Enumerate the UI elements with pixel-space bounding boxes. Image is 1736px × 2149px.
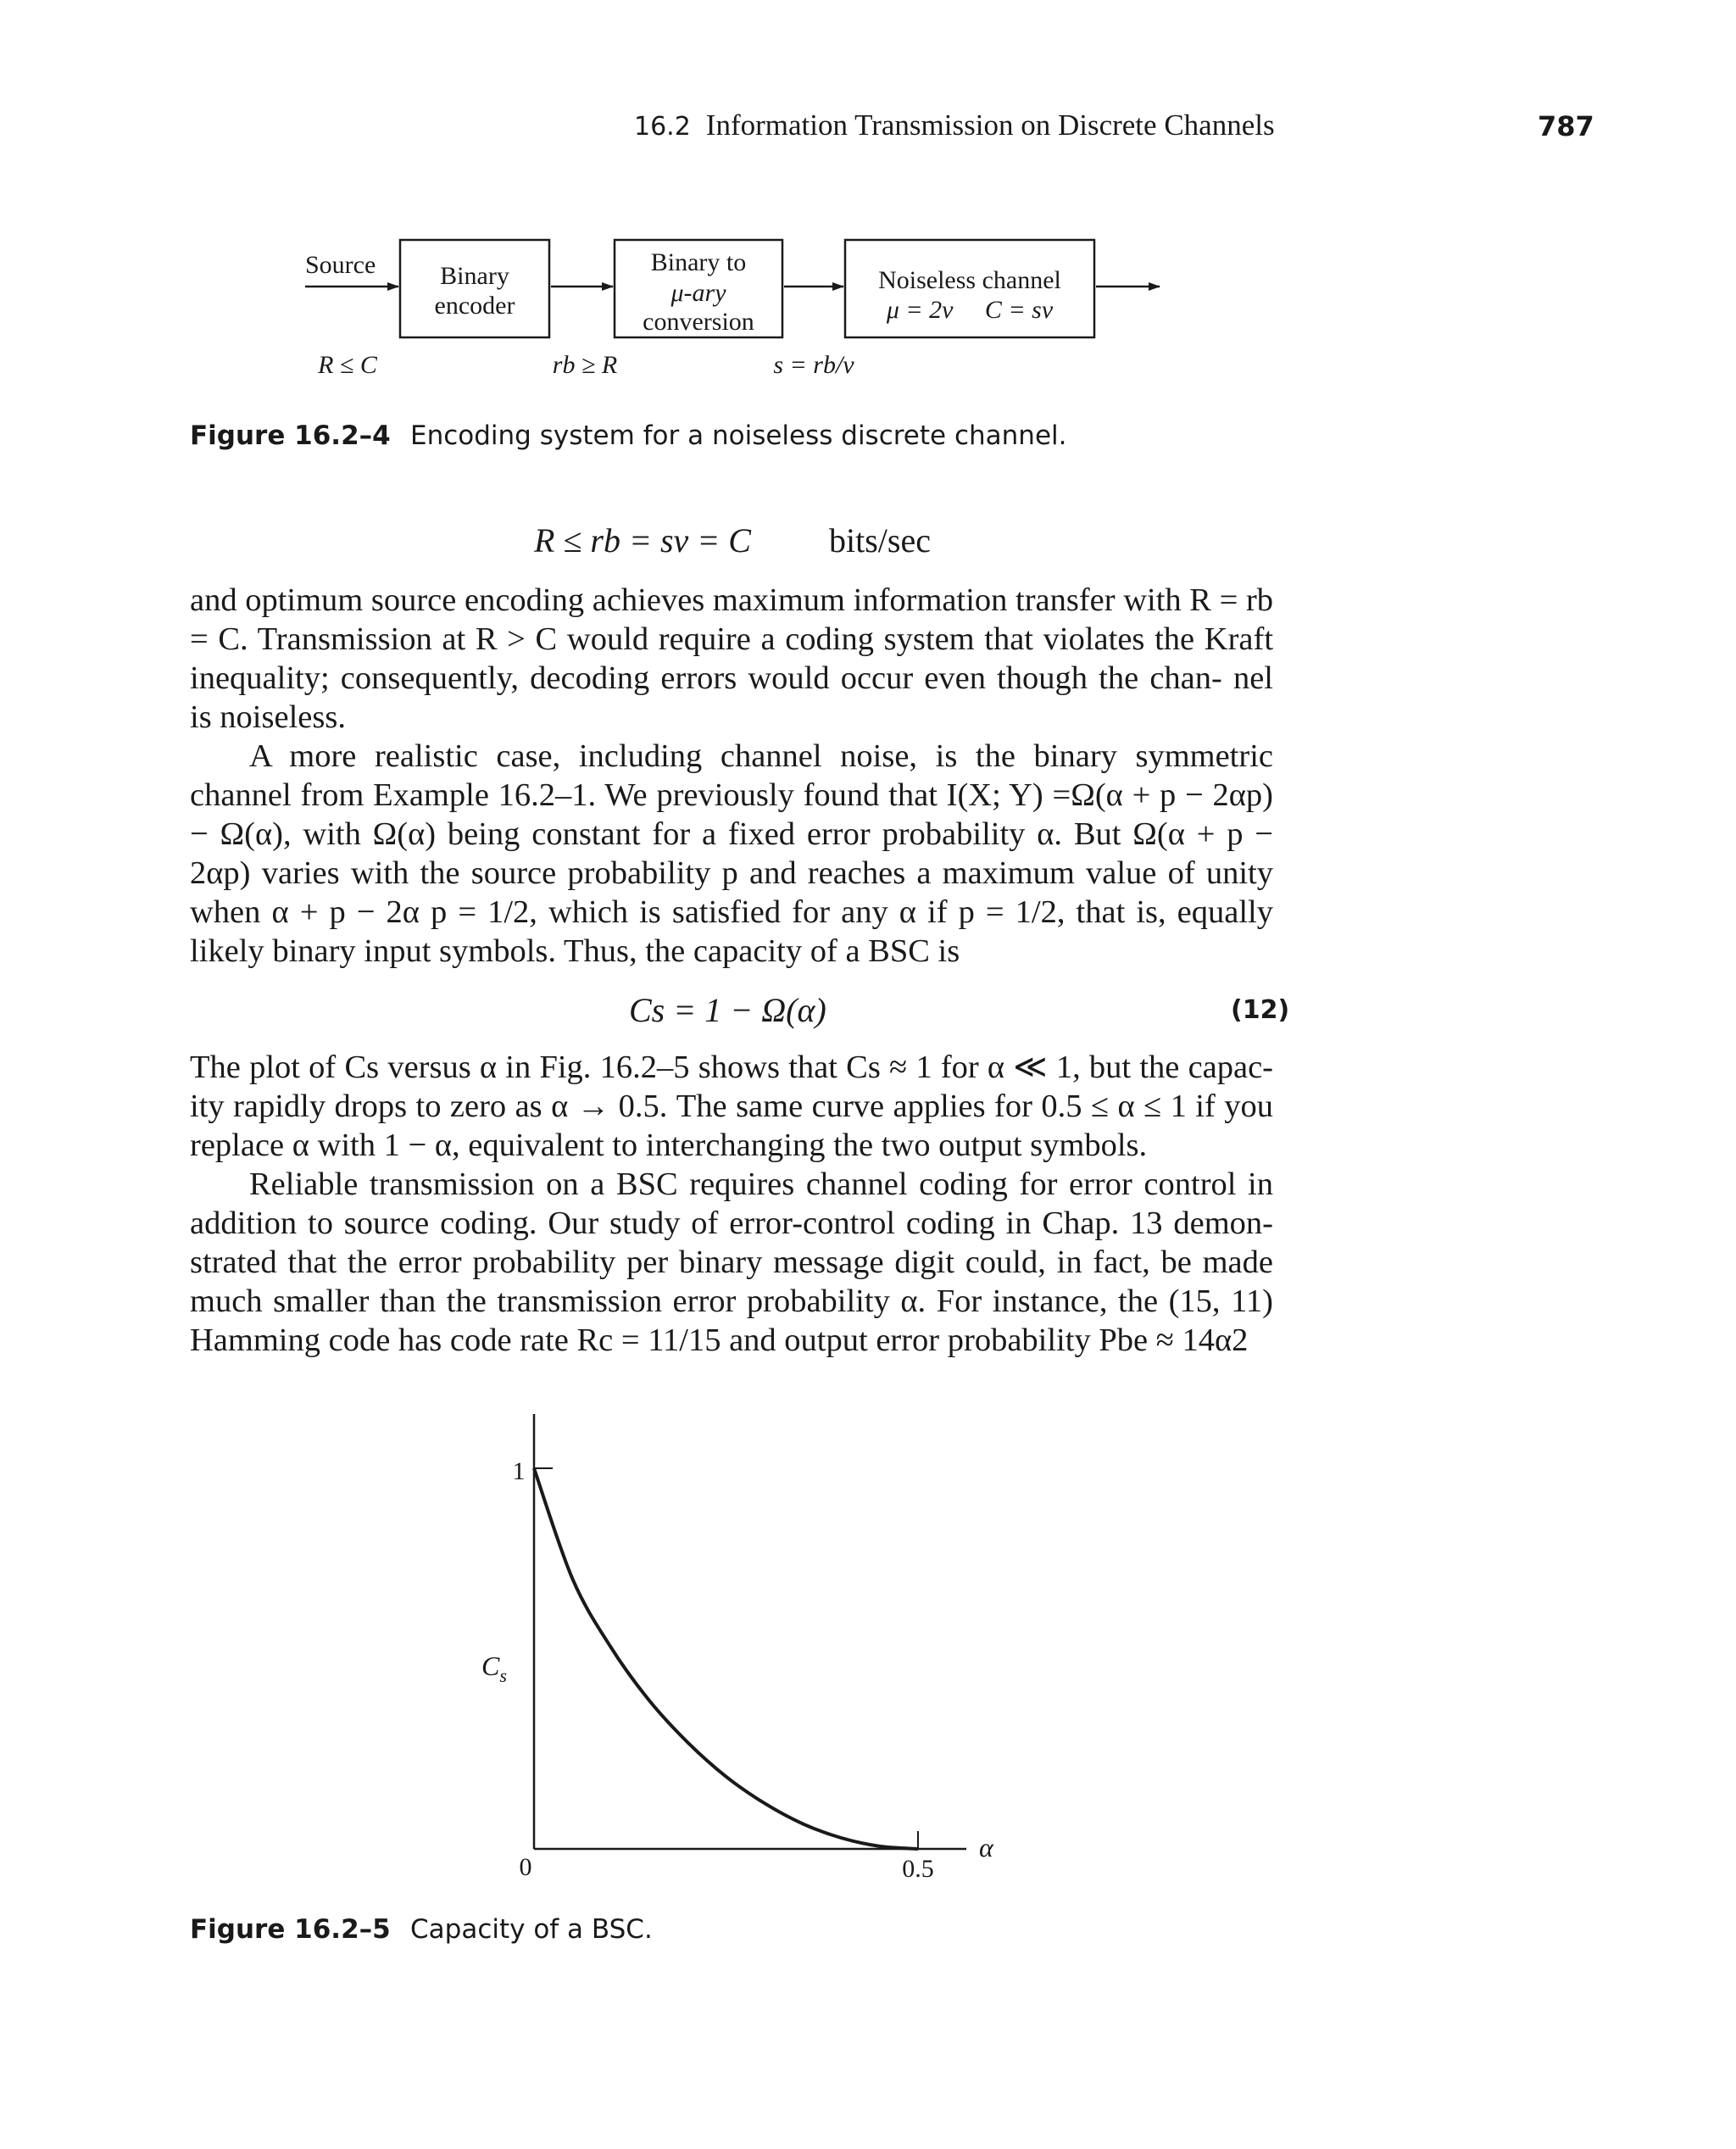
paragraph (190, 1165, 1273, 1360)
figure-label: Figure 16.2–4 (190, 420, 391, 451)
text-line: strated that the error probability per binary message digit could, in fact, be made (190, 1244, 1273, 1280)
paragraph (190, 1048, 1273, 1165)
figure-caption-text: Encoding system for a noiseless discrete channel. (410, 420, 1067, 451)
text-line: varies with the source probability p and reaches a maximum value of unity when (190, 855, 1273, 930)
conversion-label-1: Binary to (650, 248, 747, 276)
rate-condition: R ≤ C (318, 351, 377, 379)
text-line: addition to source coding. Our study of error-control coding in Chap. 13 demon- (190, 1205, 1273, 1241)
x-axis-label: α (979, 1832, 993, 1862)
capacity-equation-text: Cs = 1 − Ω(α) (629, 991, 826, 1029)
figure-caption-16-2-5 (190, 1914, 391, 1945)
text-line: The plot of Cs versus α in Fig. 16.2–5 shows that Cs ≈ 1 for α ≪ 1, but the capac- (190, 1049, 1273, 1085)
equation-number: (12) (1231, 995, 1290, 1025)
text-line: replace α with 1 − α, equivalent to interchanging the two output symbols. (190, 1127, 1148, 1163)
capacity-equation (629, 990, 826, 1030)
text-line: and optimum source encoding achieves maximum information transfer with (190, 582, 1182, 618)
section-number: 16.2 (634, 112, 691, 142)
section-title: Information Transmission on Discrete Channels (705, 109, 1275, 142)
paragraph (190, 737, 1273, 971)
figure-caption-16-2-4 (190, 420, 391, 451)
text-line: Kraft inequality; consequently, decoding errors would occur even though the chan- (190, 621, 1274, 696)
source-label: Source (305, 251, 376, 279)
figure-label: Figure 16.2–5 (190, 1914, 391, 1945)
text-line: nel is noiseless. (190, 660, 1274, 735)
text-line: R = rb = C. Transmission at R > C would require a coding system that violates the (190, 582, 1274, 657)
channel-label-1: Noiseless channel (878, 266, 1061, 294)
conversion-label-2: μ-ary (670, 279, 726, 307)
text-line: A more realistic case, including channel noise, is the binary symmetric channel (190, 738, 1273, 813)
binary-encoder-label-2: encoder (434, 292, 515, 320)
body-text-continued (190, 1048, 1273, 1360)
y-axis-label: $C_s$ (481, 1651, 507, 1686)
text-line: much smaller than the transmission error probability α. For instance, the (15, 11) (190, 1283, 1273, 1319)
symbol-rate-condition: s = rb/ν (773, 351, 854, 379)
text-line: with Ω(α) being constant for a fixed error probability α. But Ω(α + p − 2αp) (190, 816, 1273, 891)
text-line: binary input symbols. Thus, the capacity of a BSC is (272, 933, 960, 969)
text-line: Hamming code has code rate Rc = 11/15 and output error probability Pbe ≈ 14α2 (190, 1322, 1249, 1358)
capacity-curve (534, 1468, 918, 1849)
figure-caption-text: Capacity of a BSC. (410, 1914, 653, 1945)
paragraph (190, 581, 1273, 737)
text-line: ity rapidly drops to zero as α → 0.5. The same curve applies for 0.5 ≤ α ≤ 1 if you (190, 1088, 1273, 1124)
binary-encoder-label-1: Binary (440, 262, 509, 290)
text-line: α + p − 2α p = 1/2, which is satisfied for any α if p = 1/2, that is, equally likely (190, 894, 1273, 969)
rate-equation-units: bits/sec (829, 521, 931, 560)
text-line: from Example 16.2–1. We previously found that I(X; Y) =Ω(α + p − 2αp) − Ω(α), (190, 777, 1274, 852)
rate-equation (534, 521, 751, 560)
encoding-system-diagram (0, 0, 1736, 407)
y-tick-label-1: 1 (512, 1457, 526, 1485)
rate-equation-lhs: R ≤ rb = sν = C (534, 521, 751, 560)
body-text (190, 581, 1273, 971)
bit-rate-condition: rb ≥ R (552, 351, 618, 379)
channel-label-2: μ = 2ν C = sν (886, 296, 1054, 324)
x-tick-label-0: 0 (519, 1853, 532, 1881)
page-number: 787 (1538, 110, 1594, 142)
text-line: Reliable transmission on a BSC requires channel coding for error control in (249, 1166, 1273, 1202)
conversion-label-3: conversion (643, 308, 754, 336)
x-tick-label-0-5: 0.5 (902, 1855, 934, 1883)
bsc-capacity-chart (0, 1390, 1736, 1899)
